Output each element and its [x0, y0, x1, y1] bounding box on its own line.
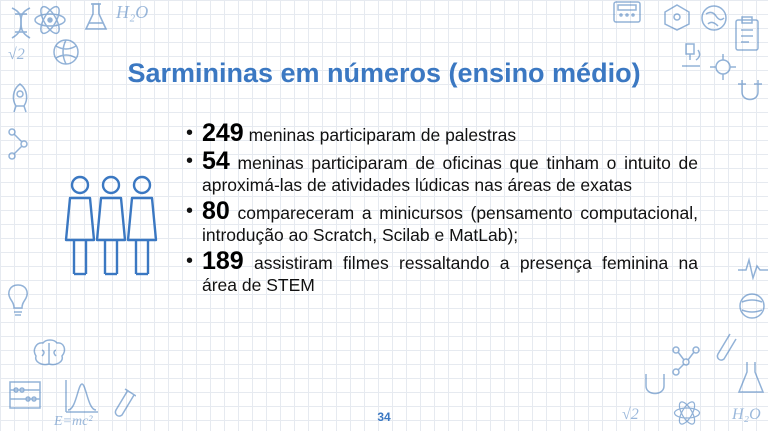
magnet-icon-2 — [642, 370, 668, 400]
bullet-text — [202, 247, 698, 296]
stat-number: 189 — [202, 247, 244, 275]
dna-icon — [8, 6, 34, 40]
stat-number: 80 — [202, 197, 230, 225]
list-item — [186, 197, 698, 246]
clipboard-icon — [732, 16, 762, 52]
globe-icon-2 — [698, 2, 730, 34]
slide-title: Sarmininas em números (ensino médio) — [127, 58, 641, 88]
atom-icon — [32, 2, 68, 38]
sqrt2-doodle-2: √2 — [622, 406, 639, 423]
stat-number: 249 — [202, 119, 244, 147]
bullet-icon: • — [186, 200, 194, 222]
molecule-icon-3 — [668, 342, 704, 378]
stat-description: compareceram a minicursos (pensamento computacional, introdução ao Scratch, Scilab e MatLab); — [202, 203, 698, 245]
brain-icon — [30, 338, 68, 368]
h2o-doodle-2: H₂O — [732, 406, 761, 423]
abacus-icon — [8, 380, 42, 410]
emc2-doodle: E=mc² — [54, 414, 93, 429]
stat-description: assistiram filmes ressaltando a presença feminina na área de STEM — [202, 253, 698, 295]
stat-description: meninas participaram de palestras — [243, 125, 517, 145]
molecule-icon — [4, 124, 34, 164]
three-women-icon — [60, 174, 162, 283]
bullet-text — [202, 197, 698, 246]
globe-icon-3 — [736, 290, 768, 322]
list-item — [186, 247, 698, 296]
sqrt2-doodle: √2 — [8, 46, 25, 63]
flask-icon — [84, 2, 108, 32]
bullet-text — [202, 119, 698, 147]
stat-number: 54 — [202, 147, 230, 175]
list-item — [186, 147, 698, 196]
bullet-icon: • — [186, 122, 194, 144]
stat-description: meninas participaram de oficinas que tinham o intuito de aproximá-las de atividades lúdicas nas áreas de exatas — [202, 153, 698, 195]
page-number: 34 — [377, 410, 391, 424]
calculator-icon — [612, 0, 642, 24]
bullet-icon: • — [186, 250, 194, 272]
heartbeat-doodle — [738, 256, 768, 280]
h2o-doodle: H₂O — [116, 2, 149, 22]
bullet-icon: • — [186, 150, 194, 172]
stats-list — [186, 119, 698, 300]
test-tube-icon-2 — [712, 332, 738, 364]
list-item — [186, 119, 698, 147]
molecule-icon-2 — [660, 2, 694, 32]
bullet-text — [202, 147, 698, 196]
lightbulb-icon — [4, 282, 32, 318]
lab-glassware-icon — [736, 360, 766, 396]
